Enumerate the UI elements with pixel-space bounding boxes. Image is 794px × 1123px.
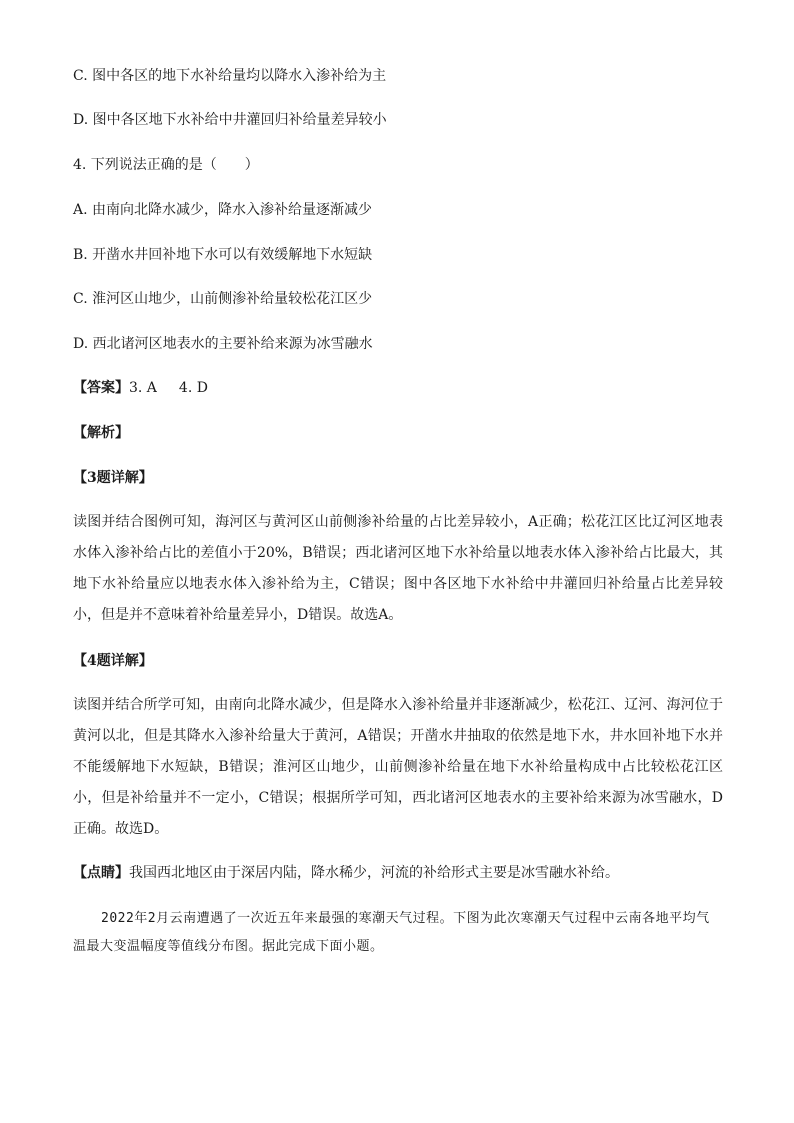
q4-option-c: C. 淮河区山地少，山前侧渗补给量较松花江区少 <box>73 291 373 307</box>
answer-line <box>73 378 723 398</box>
tip-label: 【点睛】 <box>73 865 129 881</box>
next-question-intro: 2022年2月云南遭遇了一次近五年来最强的寒潮天气过程。下图为此次寒潮天气过程中云南各地平均气温最大变温幅度等值线分布图。据此完成下面小题。 <box>73 911 710 954</box>
q4-option-b: B. 开凿水井回补地下水可以有效缓解地下水短缺 <box>73 247 373 263</box>
detail4-text: 读图并结合所学可知，由南向北降水减少，但是降水入渗补给量并非逐渐减少，松花江、辽河、海河位于黄河以北，但是其降水入渗补给量大于黄河，A错误；开凿水井抽取的依然是地下水，井水回补地下水并不能缓解地下水短缺，B错误；淮河区山地少，山前侧渗补给量在地下水补给量构成中占比较松花江区小，但是补给量并不一定小，C错误；根据所学可知，西北诸河区地表水的主要补给来源为冰雪融水，D正确。故选D。 <box>73 697 723 837</box>
detail3-text: 读图并结合图例可知，海河区与黄河区山前侧渗补给量的占比差异较小，A正确；松花江区比辽河区地表水体入渗补给占比的差值小于20%，B错误；西北诸河区地下水补给量以地表水体入渗补给占比最大，其地下水补给量应以地表水体入渗补给为主，C错误；图中各区地下水补给中井灌回归补给量占比差异较小，但是并不意味着补给量差异小，D错误。故选A。 <box>73 514 723 623</box>
q4-option-d: D. 西北诸河区地表水的主要补给来源为冰雪融水 <box>73 336 373 352</box>
q4-option-a: A. 由南向北降水减少，降水入渗补给量逐渐减少 <box>73 202 373 218</box>
answer-q3: 3. A <box>129 380 157 396</box>
q4-stem: 4. 下列说法正确的是（ ） <box>73 157 259 173</box>
tip-line <box>73 863 723 883</box>
q3-option-d: D. 图中各区地下水补给中井灌回归补给量差异较小 <box>73 112 387 128</box>
tip-text: 我国西北地区由于深居内陆，降水稀少，河流的补给形式主要是冰雪融水补给。 <box>129 865 619 881</box>
answer-q4: 4. D <box>178 380 208 396</box>
answer-label: 【答案】 <box>73 380 129 396</box>
analysis-label: 【解析】 <box>73 425 129 441</box>
detail4-label: 【4题详解】 <box>73 653 153 669</box>
q3-option-c: C. 图中各区的地下水补给量均以降水入渗补给为主 <box>73 68 387 84</box>
detail3-label: 【3题详解】 <box>73 470 153 486</box>
